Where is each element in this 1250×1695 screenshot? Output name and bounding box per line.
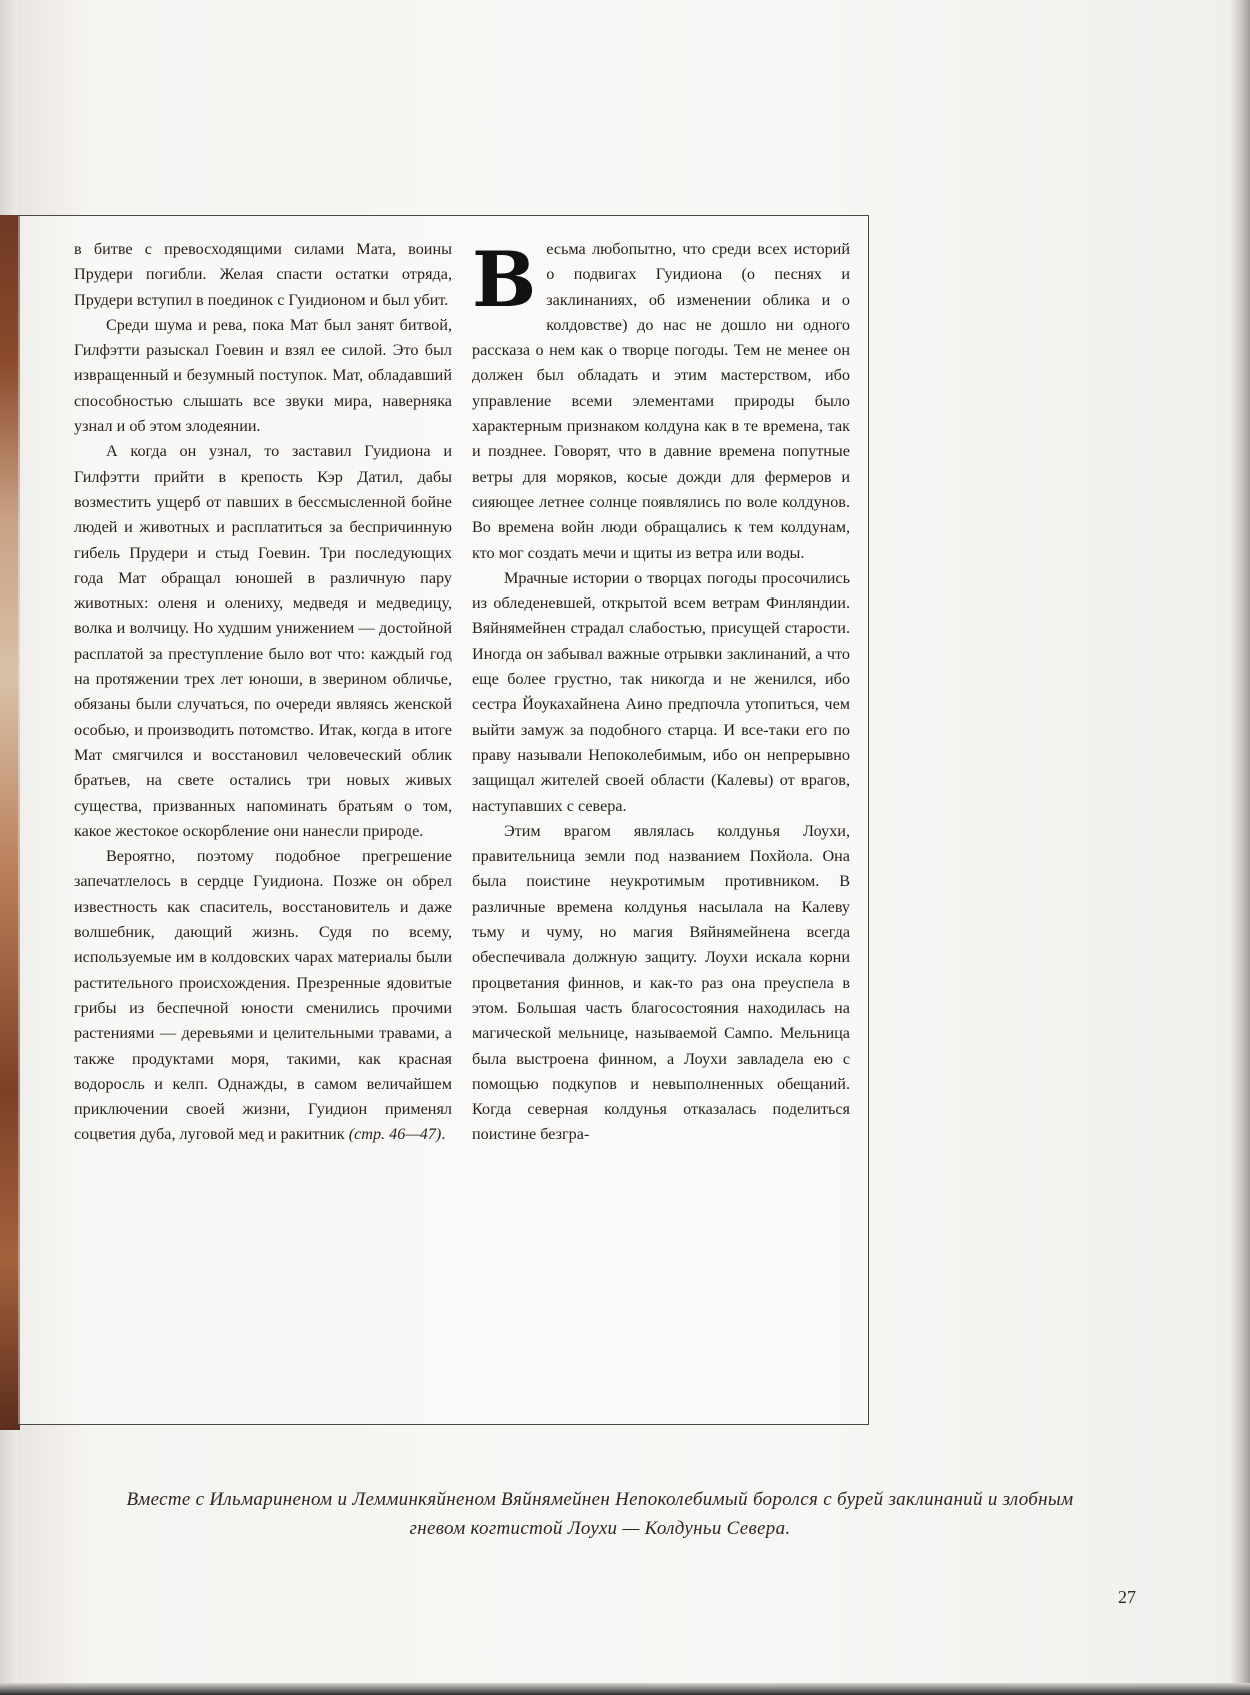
facing-page-illustration-edge — [0, 215, 20, 1430]
opening-paragraph-text: есьма любопытно, что среди всех историй о подвигах Гуидиона (о песнях и заклинаниях, об изменении облика и о колдовстве) до нас не дошло ни одного рассказа о нем как о творце погоды. Тем не менее он должен был обладать и этим мастерством, ибо управление всеми элементами природы было характерным признаком колдуна как в те времена, так и позднее. Говорят, что в давние времена попутные ветры для моряков, косые дожди для фермеров и сияющее летнее солнце появлялись по воле колдунов. Во времена войн люди обращались к тем колдунам, кто мог создать мечи и щиты из ветра или воды. — [472, 240, 850, 562]
paragraph-with-ref — [74, 844, 452, 1148]
page-bottom-edge — [0, 1683, 1250, 1695]
paragraph: Среди шума и рева, пока Мат был занят битвой, Гилфэтти разыскал Гоевин и взял ее силой. Это был извращенный и безумный поступок. Мат, обладавший способностью слышать все звуки мира, наверняка узнал и об этом злодеянии. — [74, 315, 452, 436]
right-text-column — [472, 237, 850, 1148]
left-text-column — [74, 237, 452, 1148]
illustration-caption: Вместе с Ильмариненом и Лемминкяйненом Вяйнямейнен Непоколебимый боролся с бурей заклинаний и злобным гневом когтистой Лоухи — Колдуньи Севера. — [126, 1489, 1074, 1539]
paragraph: А когда он узнал, то заставил Гуидиона и Гилфэтти прийти в крепость Кэр Датил, дабы возместить ущерб от павших в бессмысленной бойне людей и животных и расплатиться за беспричинную гибель Прудери и стыд Гоевин. Три последующих года Мат обращал юношей в различную пару животных: оленя и олениху, медведя и медведицу, волка и волчицу. Но худшим унижением — достойной расплатой за преступление было вот что: каждый год на протяжении трех лет юноши, в зверином обличье, обязаны были случаться, по очереди являясь женской особью, и производить потомство. Итак, когда в итоге Мат смягчился и восстановил человеческий облик братьев, на свете остались три новых живых существа, призванных напоминать братьям о том, какое жестокое оскорбление они нанесли природе. — [74, 442, 452, 840]
drop-cap: В — [472, 235, 537, 324]
paragraph: в битве с превосходящими силами Мата, воины Прудери погибли. Желая спасти остатки отряда, Прудери вступил в поединок с Гуидионом и был убит. — [74, 240, 452, 309]
page-right-edge — [1230, 0, 1250, 1695]
paragraph: Мрачные истории о творцах погоды просочились из обледеневшей, открытой всем ветрам Финляндии. Вяйнямейнен страдал слабостью, присущей старости. Иногда он забывал важные отрывки заклинаний, а что еще более грустно, так никогда и не женился, ибо сестра Йоукахайнена Аино предпочла утопиться, чем выйти замуж за подобного старца. И все-таки его по праву называли Непоколебимым, ибо он непрерывно защищал жителей своей области (Калевы) от врагов, наступавших с севера. — [472, 568, 850, 815]
paragraph-text: Вероятно, поэтому подобное прегрешение запечатлелось в сердце Гуидиона. Позже он обрел известность как спаситель, восстановитель и даже волшебник, дающий жизнь. Судя по всему, используемые им в колдовских чарах материалы были растительного происхождения. Презренные ядовитые грибы из беспечной юности сменились прочими растениями — деревьями и целительными травами, а также продуктами моря, такими, как красная водоросль и келп. Однажды, в самом величайшем приключении своей жизни, Гуидион применял соцветия дуба, луговой мед и ракитник — [74, 847, 452, 1144]
paragraph: Этим врагом являлась колдунья Лоухи, правительница земли под названием Похйола. Она была поистине неукротимым противником. В различные времена колдунья насылала на Калеву тьму и чуму, но магия Вяйнямейнена всегда обеспечивала должную защиту. Лоухи искала корни процветания финнов, и как-то раз она преуспела в этом. Большая часть благосостояния находилась на магической мельнице, называемой Сампо. Мельница была выстроена финном, а Лоухи завладела ею с помощью подкупов и невыполненных обещаний. Когда северная колдунья отказалась поделиться поистине безгра- — [472, 821, 850, 1144]
page-reference: (стр. 46—47) — [348, 1125, 442, 1144]
opening-paragraph — [472, 237, 850, 566]
page-number: 27 — [1118, 1587, 1136, 1607]
paragraph-end: . — [441, 1125, 446, 1144]
